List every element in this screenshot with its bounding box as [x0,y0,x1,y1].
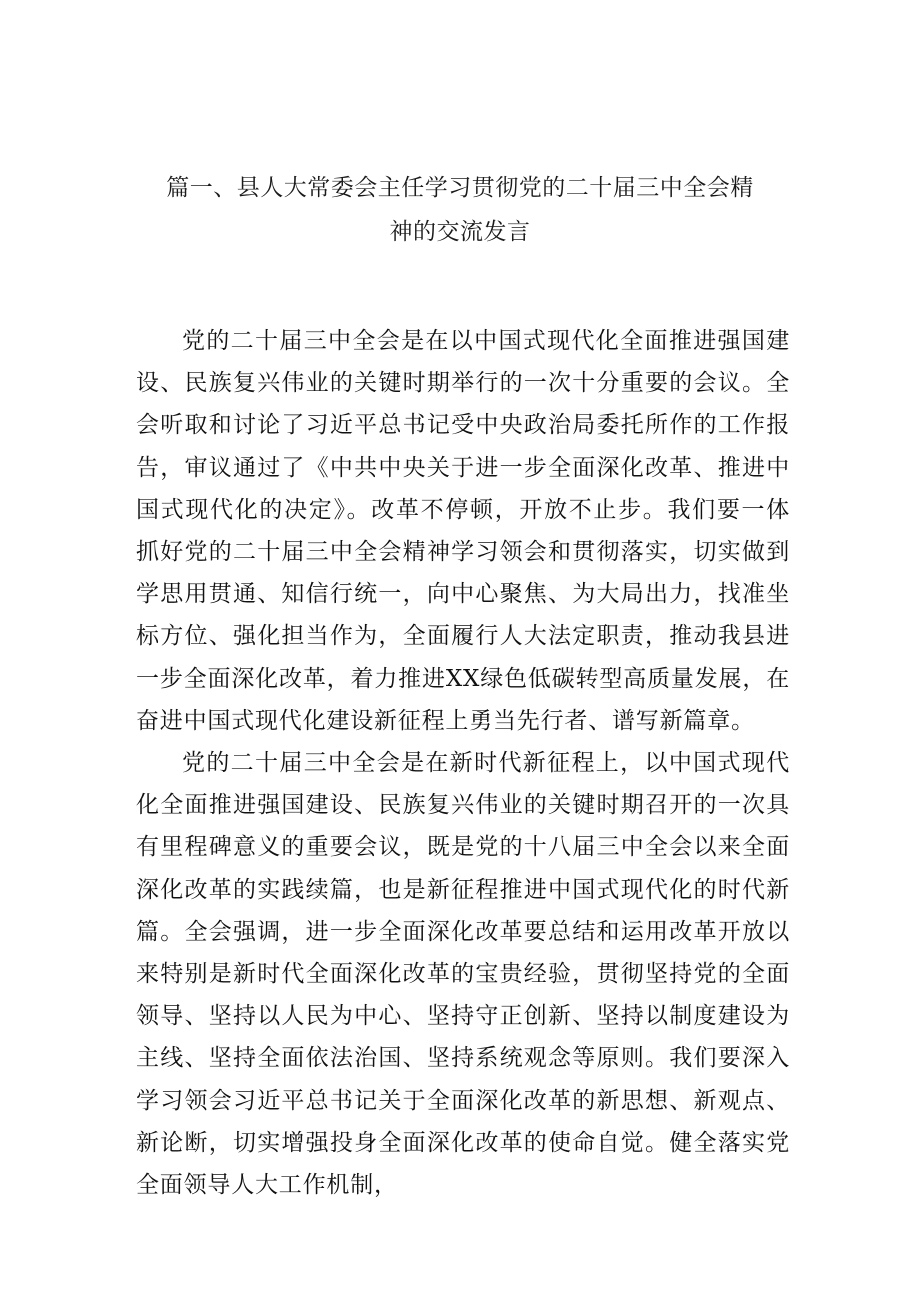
document-body [136,320,790,1206]
title-line-1: 篇一、县人大常委会主任学习贯彻党的二十届三中全会精 [166,175,754,201]
paragraph: 党的二十届三中全会是在以中国式现代化全面推进强国建设、民族复兴伟业的关键时期举行的一次十分重要的会议。全会听取和讨论了习近平总书记受中央政治局委托所作的工作报告，审议通过了《中共中央关于进一步全面深化改革、推进中国式现代化的决定》。改革不停顿，开放不止步。我们要一体抓好党的二十届三中全会精神学习领会和贯彻落实，切实做到学思用贯通、知信行统一，向中心聚焦、为大局出力，找准坐标方位、强化担当作为，全面履行人大法定职责，推动我县进一步全面深化改革，着力推进XX绿色低碳转型高质量发展，在奋进中国式现代化建设新征程上勇当先行者、谱写新篇章。 [136,328,790,734]
paragraph: 党的二十届三中全会是在新时代新征程上，以中国式现代化全面推进强国建设、民族复兴伟业的关键时期召开的一次具有里程碑意义的重要会议，既是党的十八届三中全会以来全面深化改革的实践续篇，也是新征程推进中国式现代化的时代新篇。全会强调，进一步全面深化改革要总结和运用改革开放以来特别是新时代全面深化改革的宝贵经验，贯彻坚持党的全面领导、坚持以人民为中心、坚持守正创新、坚持以制度建设为主线、坚持全面依法治国、坚持系统观念等原则。我们要深入学习领会习近平总书记关于全面深化改革的新思想、新观点、新论断，切实增强投身全面深化改革的使命自觉。健全落实党全面领导人大工作机制， [136,750,790,1199]
document-title [120,166,800,254]
title-line-2: 神的交流发言 [389,219,531,245]
